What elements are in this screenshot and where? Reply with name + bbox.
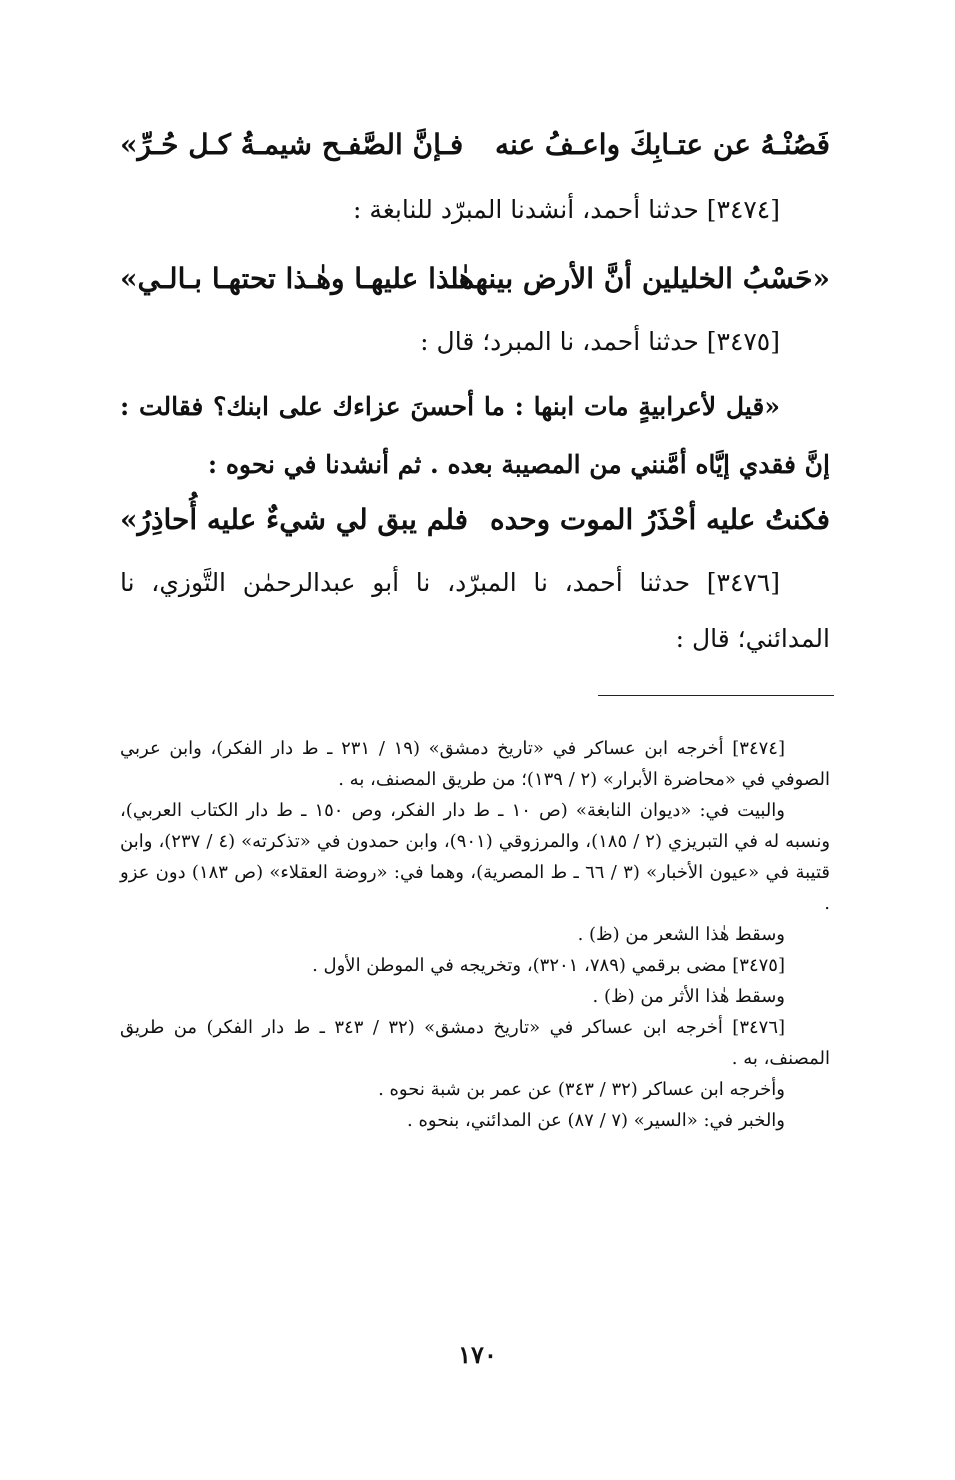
- footnote-3474: [٣٤٧٤] أخرجه ابن عساكر في «تاريخ دمشق» (١٩ / ٢٣١ ـ ط دار الفكر)، وابن عربي الصوفي في «محاضرة الأبرار» (٢ / ١٣٩)؛ من طريق المصنف، به .: [120, 738, 830, 790]
- verse-2-second-hemistich: هٰـذا عليهـا وهٰـذا تحتهـا بـالـي»: [120, 262, 474, 295]
- footnote-3476: [٣٤٧٦] أخرجه ابن عساكر في «تاريخ دمشق» (٣٢ / ٣٤٣ ـ ط دار الفكر) من طريق المصنف، به .: [120, 1017, 830, 1069]
- footnote-3475-omission: وسقط هٰذا الأثر من (ظ) .: [592, 986, 785, 1007]
- page-number: ١٧٠: [458, 1340, 497, 1369]
- footnote-3474-omission: وسقط هٰذا الشعر من (ظ) .: [577, 924, 785, 945]
- footnote-3475: [٣٤٧٥] مضى برقمي (٧٨٩، ٣٢٠١)، وتخريجه في الموطن الأول .: [312, 955, 785, 976]
- bedouin-woman-quote: «قيل لأعرابيةٍ مات ابنها : ما أحسنَ عزاءك على ابنك؟ فقالت : إنَّ فقدي إيَّاه أمَّنني من المصيبة بعده . ثم أنشدنا في نحوه :: [120, 392, 830, 479]
- verse-line-1: [120, 118, 830, 172]
- verse-1-first-hemistich: فَصُنْـهُ عن عتـابِكَ واعـفُ عنه: [495, 128, 830, 161]
- verse-2-first-hemistich: «حَسْبُ الخليلين أنَّ الأرض بينهما: [450, 262, 830, 295]
- entry-3475: [٣٤٧٥] حدثنا أحمد، نا المبرد؛ قال :: [420, 327, 780, 356]
- verse-3-first-hemistich: فكنتُ عليه أحْذَرُ الموت وحده: [489, 503, 830, 536]
- verse-line-3: [120, 493, 830, 547]
- footnote-3474-verse-sources: والبيت في: «ديوان النابغة» (ص ١٠ ـ ط دار الفكر، وص ١٥٠ ـ ط دار الكتاب العربي)، ونسبه له في التبريزي (٢ / ١٨٥)، والمرزوقي (٩٠١)، وابن حمدون في «تذكرته» (٤ / ٢٣٧)، وابن قتيبة في «عيون الأخبار» (٣ / ٦٦ ـ ط المصرية)، وهما في: «روضة العقلاء» (ص ١٨٣) دون عزو .: [120, 800, 831, 914]
- verse-line-2: [120, 252, 830, 306]
- footnotes: [120, 733, 830, 1136]
- entry-3476: [٣٤٧٦] حدثنا أحمد، نا المبرّد، نا أبو عبدالرحمٰن التَّوزي، نا المدائني؛ قال :: [120, 568, 830, 653]
- footnote-separator: [598, 695, 834, 696]
- footnote-3476-ibn-asakir: وأخرجه ابن عساكر (٣٢ / ٣٤٣) عن عمر بن شبة نحوه .: [378, 1079, 785, 1100]
- verse-1-second-hemistich: فـإنَّ الصَّفـح شيمـةُ كـل حُـرِّ»: [120, 128, 464, 161]
- entry-3474: [٣٤٧٤] حدثنا أحمد، أنشدنا المبرّد للنابغة :: [353, 195, 780, 224]
- verse-3-second-hemistich: فلم يبق لي شيءٌ عليه أُحاذِرُ»: [120, 503, 469, 536]
- footnote-3476-siyar: والخبر في: «السير» (٧ / ٨٧) عن المدائني، بنحوه .: [407, 1110, 785, 1131]
